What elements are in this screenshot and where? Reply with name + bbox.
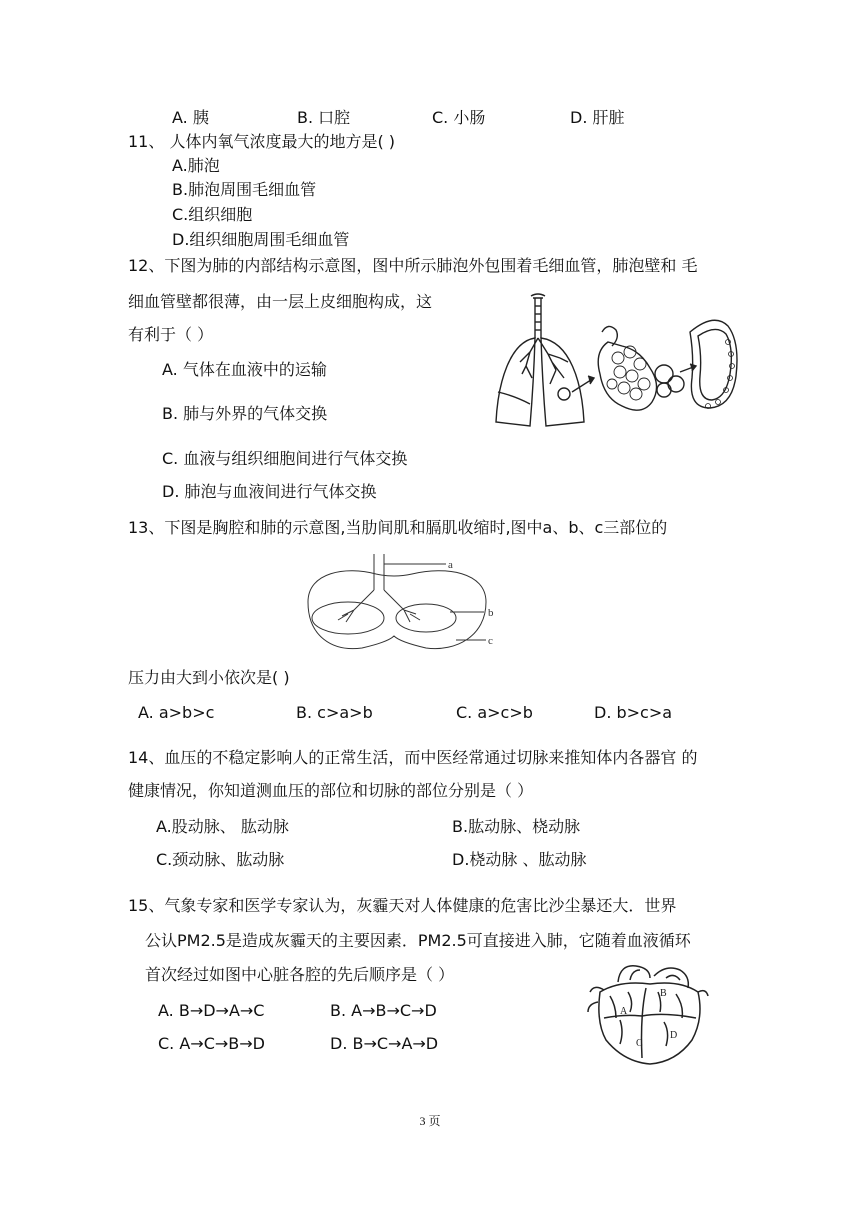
heart-label-d: D [670, 1030, 678, 1041]
q11-option-c: C.组织细胞 [172, 205, 253, 224]
q14-stem-line1: 14、血压的不稳定影响人的正常生活，而中医经常通过切脉来推知体内各器官 的 [128, 748, 698, 767]
q12-stem-line1: 12、下图为肺的内部结构示意图，图中所示肺泡外包围着毛细血管，肺泡壁和 毛 [128, 256, 698, 275]
q13-label-c: c [488, 635, 493, 647]
q14-option-a: A.股动脉、 肱动脉 [156, 817, 289, 836]
q12-stem-line2: 细血管壁都很薄，由一层上皮细胞构成，这 [128, 292, 433, 311]
q13-option-b: B. c>a>b [296, 703, 373, 722]
q11-option-b: B.肺泡周围毛细血管 [172, 180, 317, 199]
q10-option-c: C. 小肠 [432, 108, 486, 127]
q15-stem-line2: 公认PM2.5是造成灰霾天的主要因素．PM2.5可直接进入肺，它随着血液循环 [145, 931, 691, 950]
heart-label-a: A [620, 1006, 628, 1017]
q12-option-a: A. 气体在血液中的运输 [162, 360, 327, 379]
q13-option-c: C. a>c>b [456, 703, 533, 722]
q11-stem: 11、 人体内氧气浓度最大的地方是( ) [128, 132, 396, 151]
q15-stem-line3: 首次经过如图中心脏各腔的先后顺序是（ ） [145, 965, 455, 984]
q15-stem-line1: 15、气象专家和医学专家认为，灰霾天对人体健康的危害比沙尘暴还大．世界 [128, 896, 677, 915]
q13-stem: 13、下图是胸腔和肺的示意图,当肋间肌和膈肌收缩时,图中a、b、c三部位的 [128, 518, 668, 537]
heart-label-b: B [660, 988, 667, 999]
chest-cavity-figure [296, 552, 506, 662]
q10-option-d: D. 肝脏 [570, 108, 625, 127]
q13-option-d: D. b>c>a [594, 703, 673, 722]
page-number: 3 页 [419, 1114, 441, 1128]
q12-option-d: D. 肺泡与血液间进行气体交换 [162, 482, 377, 501]
q12-option-c: C. 血液与组织细胞间进行气体交换 [162, 449, 408, 468]
q15-option-a: A. B→D→A→C [158, 1001, 265, 1020]
q10-option-b: B. 口腔 [297, 108, 351, 127]
q12-option-b: B. 肺与外界的气体交换 [162, 404, 328, 423]
q10-option-a: A. 胰 [172, 108, 209, 127]
q11-option-d: D.组织细胞周围毛细血管 [172, 230, 350, 249]
q14-option-c: C.颈动脉、肱动脉 [156, 850, 285, 869]
q11-option-a: A.肺泡 [172, 156, 220, 175]
q15-option-b: B. A→B→C→D [330, 1001, 437, 1020]
q13-stem-line2: 压力由大到小依次是( ) [128, 668, 290, 687]
q14-stem-line2: 健康情况，你知道测血压的部位和切脉的部位分别是（ ） [128, 781, 534, 800]
q14-option-d: D.桡动脉 、肱动脉 [452, 850, 587, 869]
q13-option-a: A. a>b>c [138, 703, 215, 722]
lung-structure-figure [490, 292, 752, 434]
q13-label-a: a [448, 559, 453, 571]
q15-option-c: C. A→C→B→D [158, 1034, 265, 1053]
q15-option-d: D. B→C→A→D [330, 1034, 439, 1053]
heart-figure [580, 962, 712, 1066]
heart-label-c: C [636, 1038, 643, 1049]
q14-option-b: B.肱动脉、桡动脉 [452, 817, 581, 836]
q12-stem-line3: 有利于（ ） [128, 325, 214, 344]
q13-label-b: b [488, 607, 494, 619]
